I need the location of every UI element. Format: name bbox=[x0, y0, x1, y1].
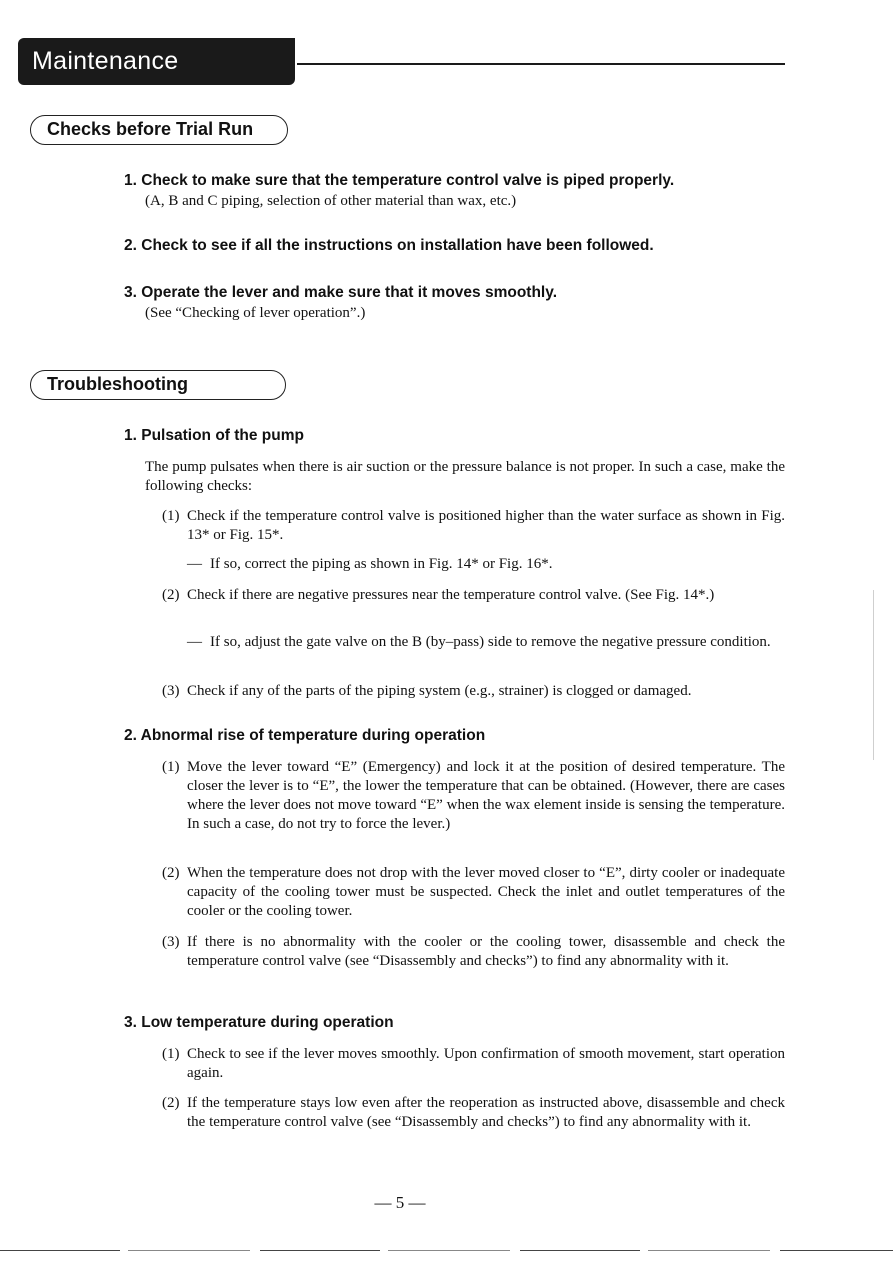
trouble-1-text: Pulsation of the pump bbox=[141, 427, 304, 444]
trouble-1-step-2-text: Check if there are negative pressures near the temperature control valve. (See Fig. 14*.) bbox=[187, 587, 715, 603]
page-number: — 5 — bbox=[374, 1193, 426, 1212]
trouble-1-step-3-num: (3) bbox=[162, 683, 180, 699]
trouble-1-heading bbox=[124, 427, 304, 445]
trouble-1-step-1-text: Check if the temperature control valve is positioned higher than the water surface as shown in Fig. 13* or Fig. 15*. bbox=[187, 508, 785, 543]
page-header-title: Maintenance bbox=[18, 38, 295, 85]
trouble-2-step-3-num: (3) bbox=[162, 934, 180, 950]
trouble-3-step-1-text: Check to see if the lever moves smoothly. Upon confirmation of smooth movement, start operation again. bbox=[187, 1046, 785, 1081]
trouble-2-heading bbox=[124, 727, 485, 745]
trouble-1-step-2-sub: If so, adjust the gate valve on the B (by–pass) side to remove the negative pressure condition. bbox=[210, 634, 771, 650]
footer-rule bbox=[0, 1250, 893, 1251]
check-2-num: 2. bbox=[124, 237, 137, 254]
trouble-1-step-2-dash: — bbox=[187, 634, 202, 650]
check-1-heading bbox=[124, 172, 674, 190]
check-1-num: 1. bbox=[124, 172, 137, 189]
scan-margin-line bbox=[873, 590, 874, 760]
trouble-2-text: Abnormal rise of temperature during operation bbox=[140, 727, 486, 744]
trouble-3-num: 3. bbox=[124, 1014, 137, 1031]
trouble-2-step-1-num: (1) bbox=[162, 759, 180, 775]
trouble-1-num: 1. bbox=[124, 427, 137, 444]
check-3-heading bbox=[124, 284, 557, 302]
trouble-3-heading bbox=[124, 1014, 394, 1032]
trouble-2-num: 2. bbox=[124, 727, 137, 744]
trouble-2-step-1-text: Move the lever toward “E” (Emergency) and lock it at the position of desired temperature. The closer the lever is to “E”, the lower the temperature that can be obtained. (However, there are cases where the lever does not move toward “E” when the wax element inside is sensing the temperature. In such a case, do not try to force the lever.) bbox=[187, 759, 785, 832]
trouble-1-step-3-text: Check if any of the parts of the piping system (e.g., strainer) is clogged or damaged. bbox=[187, 683, 692, 699]
trouble-3-step-2-num: (2) bbox=[162, 1095, 180, 1111]
check-2-text: Check to see if all the instructions on installation have been followed. bbox=[141, 237, 654, 254]
trouble-1-step-1-dash: — bbox=[187, 556, 202, 572]
check-2-heading bbox=[124, 237, 654, 255]
section-title-troubleshooting: Troubleshooting bbox=[30, 370, 286, 400]
check-3-text: Operate the lever and make sure that it moves smoothly. bbox=[141, 284, 558, 301]
trouble-1-step-1-sub: If so, correct the piping as shown in Fig. 14* or Fig. 16*. bbox=[210, 556, 553, 572]
header-rule bbox=[297, 63, 785, 65]
check-1-note: (A, B and C piping, selection of other material than wax, etc.) bbox=[145, 193, 517, 209]
trouble-2-step-3-text: If there is no abnormality with the cooler or the cooling tower, disassemble and check the temperature control valve (see “Disassembly and checks”) to find any abnormality with it. bbox=[187, 934, 785, 969]
trouble-2-step-2-num: (2) bbox=[162, 865, 180, 881]
trouble-3-step-1-num: (1) bbox=[162, 1046, 180, 1062]
trouble-2-step-2-text: When the temperature does not drop with the lever moved closer to “E”, dirty cooler or inadequate capacity of the cooling tower must be suspected. Check the inlet and outlet temperatures of the cooler or the cooling tower. bbox=[187, 865, 785, 919]
trouble-3-step-2-text: If the temperature stays low even after the reoperation as instructed above, disassemble and check the temperature control valve (see “Disassembly and checks”) to find any abnormality with it. bbox=[187, 1095, 785, 1130]
check-1-text: Check to make sure that the temperature control valve is piped properly. bbox=[141, 172, 675, 189]
section-title-checks: Checks before Trial Run bbox=[30, 115, 288, 145]
trouble-1-intro: The pump pulsates when there is air suction or the pressure balance is not proper. In such a case, make the following checks: bbox=[145, 459, 785, 494]
check-3-num: 3. bbox=[124, 284, 137, 301]
check-3-note: (See “Checking of lever operation”.) bbox=[145, 305, 366, 321]
trouble-1-step-1-num: (1) bbox=[162, 508, 180, 524]
trouble-3-text: Low temperature during operation bbox=[141, 1014, 394, 1031]
trouble-1-step-2-num: (2) bbox=[162, 587, 180, 603]
